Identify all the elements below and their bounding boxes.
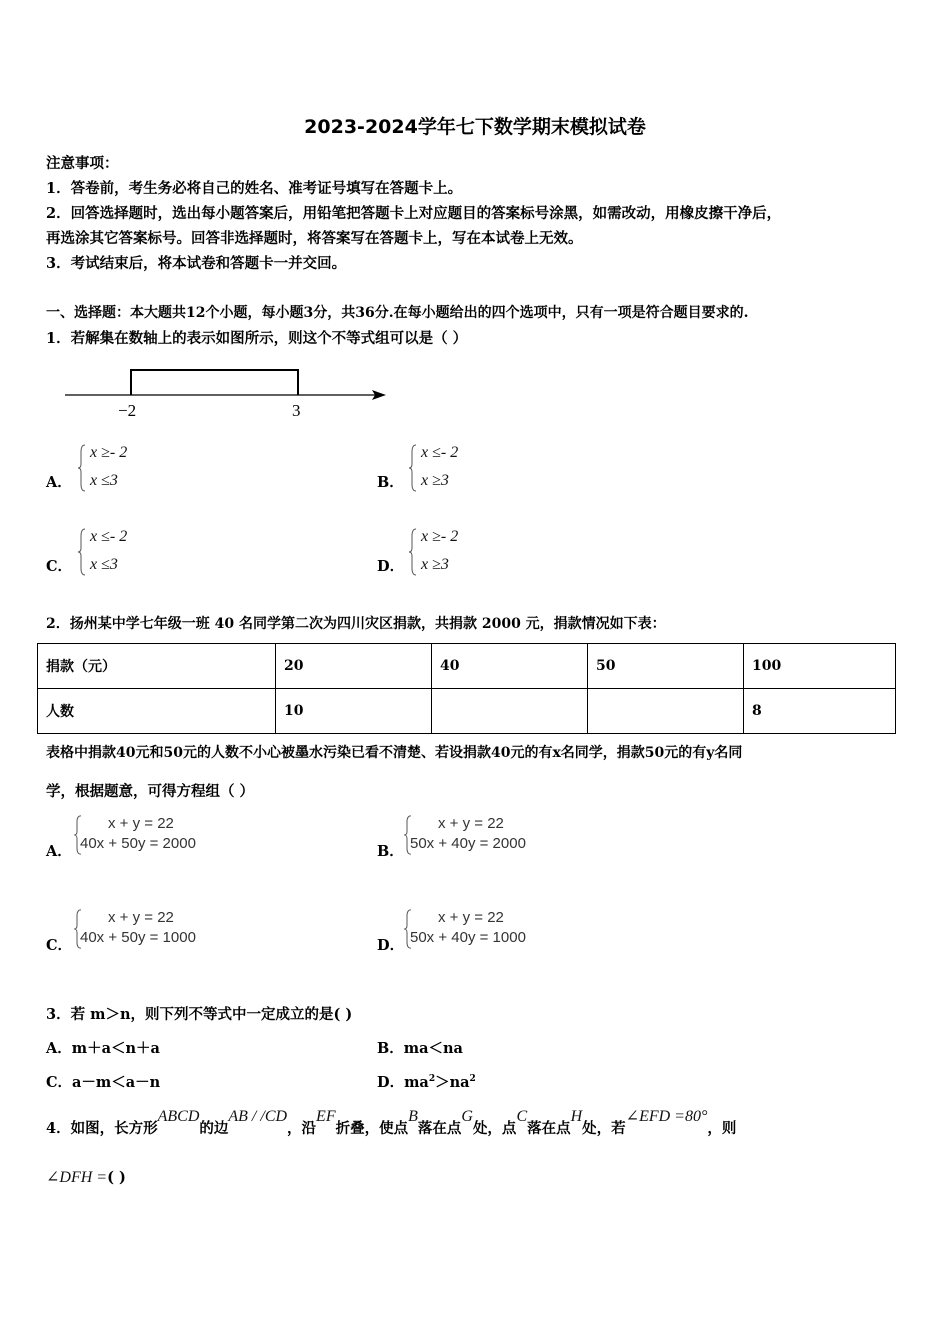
question-2-stem: 2．扬州某中学七年级一班 40 名同学第二次为四川灾区捐款，共捐款 2000 元，捐款情况如下表： bbox=[46, 616, 666, 632]
equation-row: 50x + 40y = 2000 bbox=[410, 835, 526, 852]
inequality-row: x ≥- 2 bbox=[421, 528, 459, 545]
table-cell: 捐款（元） bbox=[38, 644, 276, 689]
q2-option-a-label: A． bbox=[46, 843, 72, 860]
q3-option-a: A．m＋a＜n＋a bbox=[46, 1040, 160, 1057]
page-title: 2023-2024学年七下数学期末模拟试卷 bbox=[304, 116, 646, 138]
inequality-row: x ≥3 bbox=[421, 472, 449, 489]
table-cell: 10 bbox=[276, 689, 432, 734]
q1-option-a-label: A． bbox=[46, 474, 72, 491]
q1-option-d-label: D． bbox=[377, 558, 405, 575]
notice-item: 2．回答选择题时，选出每小题答案后，用铅笔把答题卡上对应题目的答案标号涂黑，如需改动，用橡皮擦干净后， bbox=[46, 205, 782, 222]
inequality-row: x ≥3 bbox=[421, 556, 449, 573]
q2-option-d-system bbox=[404, 909, 564, 954]
brace-icon bbox=[78, 528, 86, 576]
equation-row: 40x + 50y = 2000 bbox=[80, 835, 196, 852]
q2-option-b-system bbox=[404, 815, 564, 860]
notice-item: 1．答卷前，考生务必将自己的姓名、准考证号填写在答题卡上。 bbox=[46, 180, 463, 197]
q1-option-d-system bbox=[409, 528, 509, 580]
equation-row: 40x + 50y = 1000 bbox=[80, 929, 196, 946]
table-cell: 20 bbox=[276, 644, 432, 689]
question-3-stem: 3．若 m＞n，则下列不等式中一定成立的是( ) bbox=[46, 1006, 353, 1023]
q2-option-b-label: B． bbox=[377, 843, 404, 860]
notice-item: 3．考试结束后，将本试卷和答题卡一并交回。 bbox=[46, 255, 347, 272]
table-cell: 人数 bbox=[38, 689, 276, 734]
donation-table bbox=[37, 643, 896, 734]
table-cell: 8 bbox=[744, 689, 896, 734]
q1-option-c-system bbox=[78, 528, 178, 580]
brace-icon bbox=[409, 444, 417, 492]
question-1-stem: 1．若解集在数轴上的表示如图所示，则这个不等式组可以是（ ） bbox=[46, 330, 468, 347]
section-heading: 一、选择题：本大题共12个小题，每小题3分，共36分.在每小题给出的四个选项中，只有一项是符合题目要求的. bbox=[46, 305, 749, 321]
q1-option-b-label: B． bbox=[377, 474, 404, 491]
inequality-row: x ≤3 bbox=[90, 556, 118, 573]
question-2-text: 表格中捐款40元和50元的人数不小心被墨水污染已看不清楚、若设捐款40元的有x名同学，捐款50元的有y名同 bbox=[46, 745, 743, 761]
table-cell bbox=[588, 689, 744, 734]
q1-option-a-system bbox=[78, 444, 178, 496]
table-row bbox=[38, 644, 896, 689]
equation-row: x + y = 22 bbox=[438, 815, 504, 832]
solution-interval-bracket bbox=[131, 370, 298, 395]
q2-option-c-system bbox=[74, 909, 234, 954]
q3-option-d: D．$ma^2>na^2$ bbox=[377, 1074, 476, 1091]
table-row bbox=[38, 689, 896, 734]
q2-option-c-label: C． bbox=[46, 937, 73, 954]
number-line-figure bbox=[60, 362, 400, 422]
equation-row: x + y = 22 bbox=[108, 815, 174, 832]
notice-item: 再选涂其它答案标号。回答非选择题时，将答案写在答题卡上，写在本试卷上无效。 bbox=[46, 230, 583, 247]
inequality-row: x ≤- 2 bbox=[90, 528, 128, 545]
q2-option-d-label: D． bbox=[377, 937, 405, 954]
q3-option-b: B．ma＜na bbox=[377, 1040, 463, 1057]
notice-heading: 注意事项： bbox=[46, 155, 119, 172]
equation-row: x + y = 22 bbox=[108, 909, 174, 926]
equation-row: 50x + 40y = 1000 bbox=[410, 929, 526, 946]
table-cell: 50 bbox=[588, 644, 744, 689]
inequality-row: x ≤- 2 bbox=[421, 444, 459, 461]
equation-row: x + y = 22 bbox=[438, 909, 504, 926]
question-4-stem: 4．如图，长方形ABCD的边AB / /CD，沿EF折叠，使点B落在点G处，点C落在点H处，若∠EFD =80°，则 bbox=[46, 1108, 737, 1137]
table-cell: 100 bbox=[744, 644, 896, 689]
question-4-stem-cont: ∠DFH =( ) bbox=[46, 1169, 126, 1186]
inequality-row: x ≥- 2 bbox=[90, 444, 128, 461]
question-2-text: 学，根据题意，可得方程组（ ） bbox=[46, 783, 255, 800]
table-cell: 40 bbox=[432, 644, 588, 689]
number-line-label-right: 3 bbox=[292, 401, 301, 420]
number-line-label-left: −2 bbox=[118, 401, 137, 420]
q1-option-c-label: C． bbox=[46, 558, 73, 575]
brace-icon bbox=[78, 444, 86, 492]
q2-option-a-system bbox=[74, 815, 234, 860]
inequality-row: x ≤3 bbox=[90, 472, 118, 489]
table-cell bbox=[432, 689, 588, 734]
q3-option-c: C．a－m＜a－n bbox=[46, 1074, 161, 1091]
brace-icon bbox=[409, 528, 417, 576]
q1-option-b-system bbox=[409, 444, 509, 496]
